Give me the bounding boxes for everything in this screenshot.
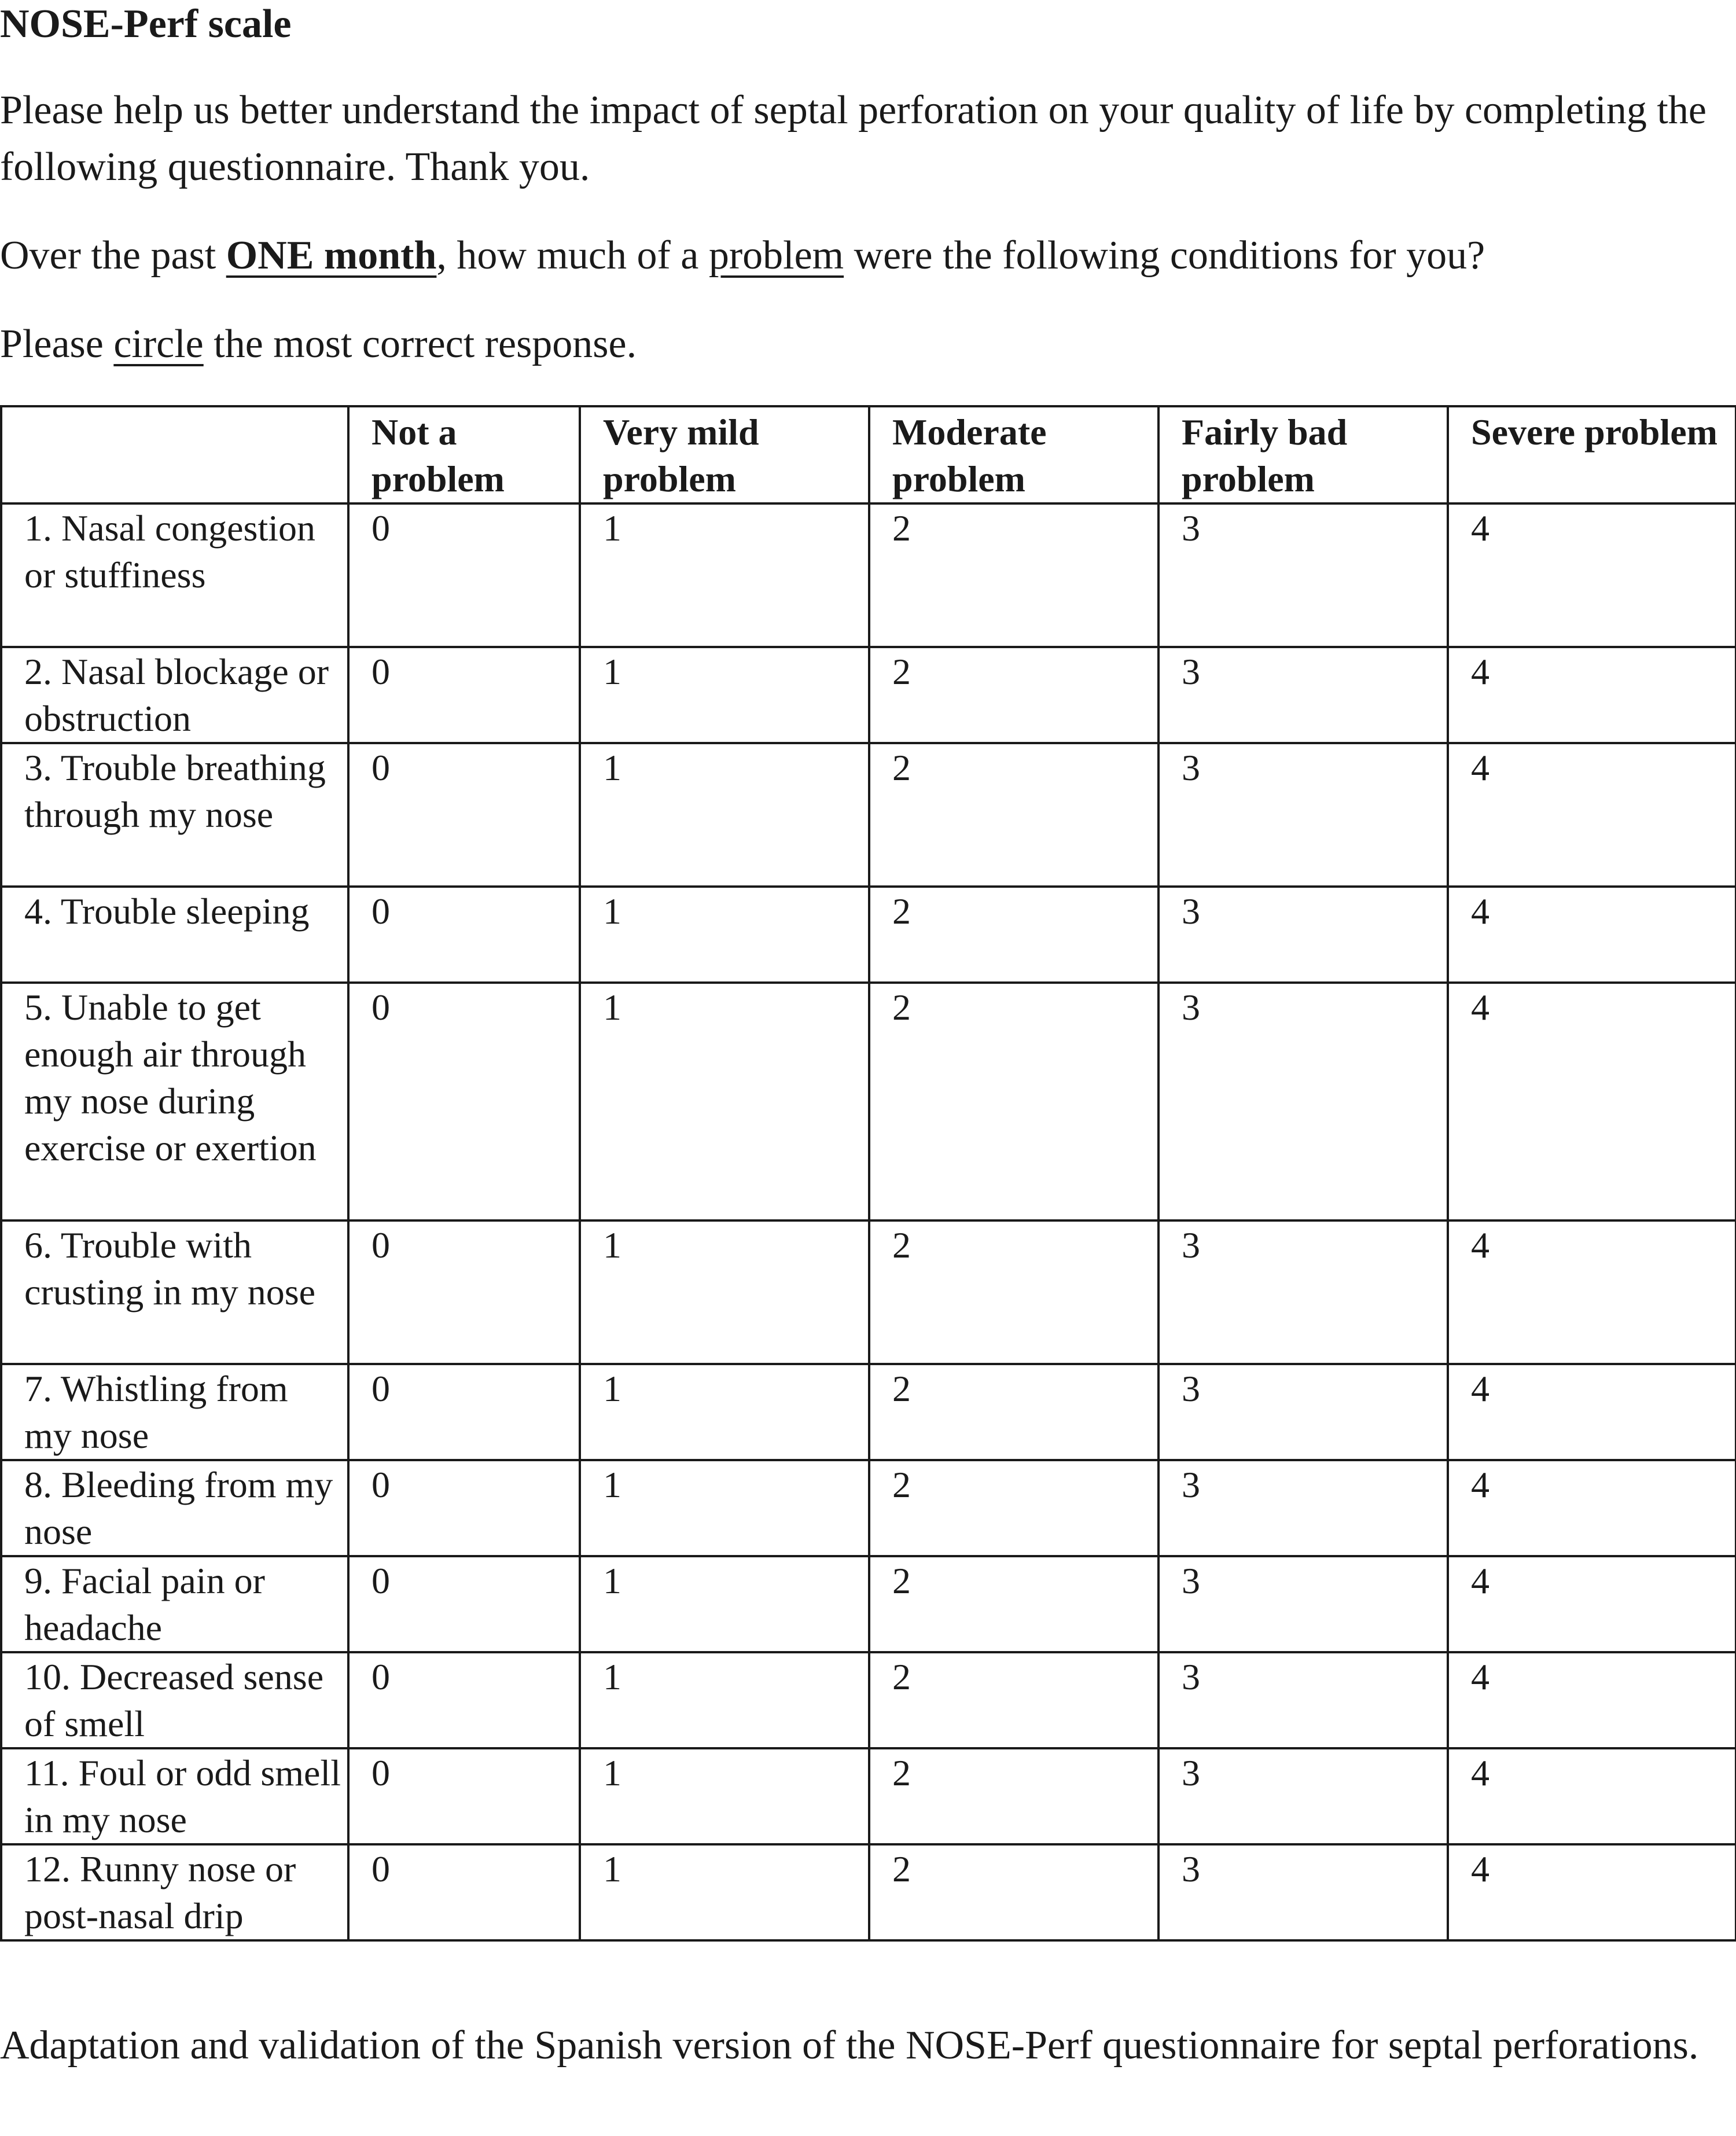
score-option[interactable]: 2 bbox=[869, 887, 1158, 983]
table-row bbox=[1, 1748, 1736, 1844]
item-label: 3. Trouble breathing through my nose bbox=[1, 743, 348, 887]
score-option[interactable]: 1 bbox=[580, 1652, 869, 1748]
score-option[interactable]: 3 bbox=[1158, 743, 1448, 887]
score-option[interactable]: 1 bbox=[580, 1748, 869, 1844]
item-label: 5. Unable to get enough air through my nose during exercise or exertion bbox=[1, 983, 348, 1220]
score-option[interactable]: 1 bbox=[580, 983, 869, 1220]
score-option[interactable]: 3 bbox=[1158, 1748, 1448, 1844]
table-row bbox=[1, 1556, 1736, 1652]
table-row bbox=[1, 983, 1736, 1220]
page-title: NOSE-Perf scale bbox=[0, 2, 292, 46]
score-option[interactable]: 4 bbox=[1448, 1220, 1736, 1364]
score-option[interactable]: 3 bbox=[1158, 983, 1448, 1220]
table-row bbox=[1, 503, 1736, 647]
score-option[interactable]: 1 bbox=[580, 1220, 869, 1364]
item-label: 4. Trouble sleeping bbox=[1, 887, 348, 983]
score-option[interactable]: 2 bbox=[869, 647, 1158, 743]
score-option[interactable]: 2 bbox=[869, 1460, 1158, 1556]
score-option[interactable]: 3 bbox=[1158, 1460, 1448, 1556]
item-label: 7. Whistling from my nose bbox=[1, 1364, 348, 1460]
instruction-text-2: , how much of a bbox=[436, 233, 709, 278]
score-option[interactable]: 0 bbox=[348, 1748, 580, 1844]
nose-perf-table bbox=[0, 405, 1736, 1942]
instruction-text-3: were the following conditions for you? bbox=[844, 233, 1485, 278]
header-score-5: Severe problem bbox=[1448, 406, 1736, 503]
score-option[interactable]: 0 bbox=[348, 1460, 580, 1556]
item-label: 2. Nasal blockage or obstruction bbox=[1, 647, 348, 743]
score-option[interactable]: 3 bbox=[1158, 1220, 1448, 1364]
score-option[interactable]: 2 bbox=[869, 503, 1158, 647]
score-option[interactable]: 0 bbox=[348, 503, 580, 647]
score-option[interactable]: 2 bbox=[869, 1844, 1158, 1940]
score-option[interactable]: 0 bbox=[348, 887, 580, 983]
header-score-4: Fairly bad problem bbox=[1158, 406, 1448, 503]
score-option[interactable]: 3 bbox=[1158, 503, 1448, 647]
score-option[interactable]: 4 bbox=[1448, 983, 1736, 1220]
table-row bbox=[1, 1652, 1736, 1748]
score-option[interactable]: 0 bbox=[348, 1652, 580, 1748]
score-option[interactable]: 0 bbox=[348, 647, 580, 743]
score-option[interactable]: 4 bbox=[1448, 647, 1736, 743]
header-score-3: Moderate problem bbox=[869, 406, 1158, 503]
score-option[interactable]: 0 bbox=[348, 1556, 580, 1652]
item-label: 1. Nasal congestion or stuffiness bbox=[1, 503, 348, 647]
score-option[interactable]: 2 bbox=[869, 983, 1158, 1220]
score-option[interactable]: 4 bbox=[1448, 1652, 1736, 1748]
table-row bbox=[1, 1220, 1736, 1364]
score-option[interactable]: 2 bbox=[869, 1220, 1158, 1364]
score-option[interactable]: 0 bbox=[348, 1220, 580, 1364]
score-option[interactable]: 1 bbox=[580, 743, 869, 887]
score-option[interactable]: 1 bbox=[580, 1844, 869, 1940]
score-option[interactable]: 2 bbox=[869, 743, 1158, 887]
score-option[interactable]: 4 bbox=[1448, 743, 1736, 887]
circle-note-underlined: circle bbox=[113, 322, 204, 366]
item-label: 6. Trouble with crusting in my nose bbox=[1, 1220, 348, 1364]
score-option[interactable]: 3 bbox=[1158, 647, 1448, 743]
item-label: 11. Foul or odd smell in my nose bbox=[1, 1748, 348, 1844]
table-row bbox=[1, 1460, 1736, 1556]
score-option[interactable]: 4 bbox=[1448, 1844, 1736, 1940]
footnote: Adaptation and validation of the Spanish version of the NOSE-Perf questionnaire for septal perforations. bbox=[0, 2023, 1699, 2068]
instruction-underlined: problem bbox=[708, 233, 844, 278]
score-option[interactable]: 1 bbox=[580, 1556, 869, 1652]
score-option[interactable]: 0 bbox=[348, 983, 580, 1220]
score-option[interactable]: 3 bbox=[1158, 1364, 1448, 1460]
circle-note-line bbox=[0, 316, 1713, 373]
instruction-line bbox=[0, 227, 1713, 284]
instruction-emphasis: ONE month bbox=[226, 233, 437, 278]
item-label: 12. Runny nose or post-nasal drip bbox=[1, 1844, 348, 1940]
header-score-2: Very mild problem bbox=[580, 406, 869, 503]
table-row bbox=[1, 743, 1736, 887]
header-item-column bbox=[1, 406, 348, 503]
score-option[interactable]: 1 bbox=[580, 1460, 869, 1556]
score-option[interactable]: 1 bbox=[580, 1364, 869, 1460]
score-option[interactable]: 2 bbox=[869, 1652, 1158, 1748]
item-label: 9. Facial pain or headache bbox=[1, 1556, 348, 1652]
score-option[interactable]: 4 bbox=[1448, 1748, 1736, 1844]
header-score-1: Not a problem bbox=[348, 406, 580, 503]
circle-note-text-1: Please bbox=[0, 322, 114, 366]
instruction-text-1: Over the past bbox=[0, 233, 226, 278]
item-label: 10. Decreased sense of smell bbox=[1, 1652, 348, 1748]
table-row bbox=[1, 1364, 1736, 1460]
table-row bbox=[1, 887, 1736, 983]
table-row bbox=[1, 647, 1736, 743]
score-option[interactable]: 1 bbox=[580, 503, 869, 647]
score-option[interactable]: 0 bbox=[348, 1364, 580, 1460]
circle-note-text-2: the most correct response. bbox=[203, 322, 637, 366]
score-option[interactable]: 2 bbox=[869, 1748, 1158, 1844]
score-option[interactable]: 3 bbox=[1158, 1652, 1448, 1748]
score-option[interactable]: 2 bbox=[869, 1364, 1158, 1460]
item-label: 8. Bleeding from my nose bbox=[1, 1460, 348, 1556]
score-option[interactable]: 1 bbox=[580, 647, 869, 743]
table-row bbox=[1, 1844, 1736, 1940]
score-option[interactable]: 3 bbox=[1158, 1844, 1448, 1940]
score-option[interactable]: 3 bbox=[1158, 887, 1448, 983]
score-option[interactable]: 2 bbox=[869, 1556, 1158, 1652]
intro-paragraph: Please help us better understand the impact of septal perforation on your quality of life by completing the following questionnaire. Thank you. bbox=[0, 88, 1706, 189]
score-option[interactable]: 4 bbox=[1448, 1460, 1736, 1556]
table-header-row bbox=[1, 406, 1736, 503]
score-option[interactable]: 4 bbox=[1448, 1364, 1736, 1460]
score-option[interactable]: 4 bbox=[1448, 887, 1736, 983]
score-option[interactable]: 4 bbox=[1448, 1556, 1736, 1652]
score-option[interactable]: 0 bbox=[348, 743, 580, 887]
score-option[interactable]: 3 bbox=[1158, 1556, 1448, 1652]
table-body bbox=[1, 503, 1736, 1940]
score-option[interactable]: 4 bbox=[1448, 503, 1736, 647]
score-option[interactable]: 0 bbox=[348, 1844, 580, 1940]
score-option[interactable]: 1 bbox=[580, 887, 869, 983]
